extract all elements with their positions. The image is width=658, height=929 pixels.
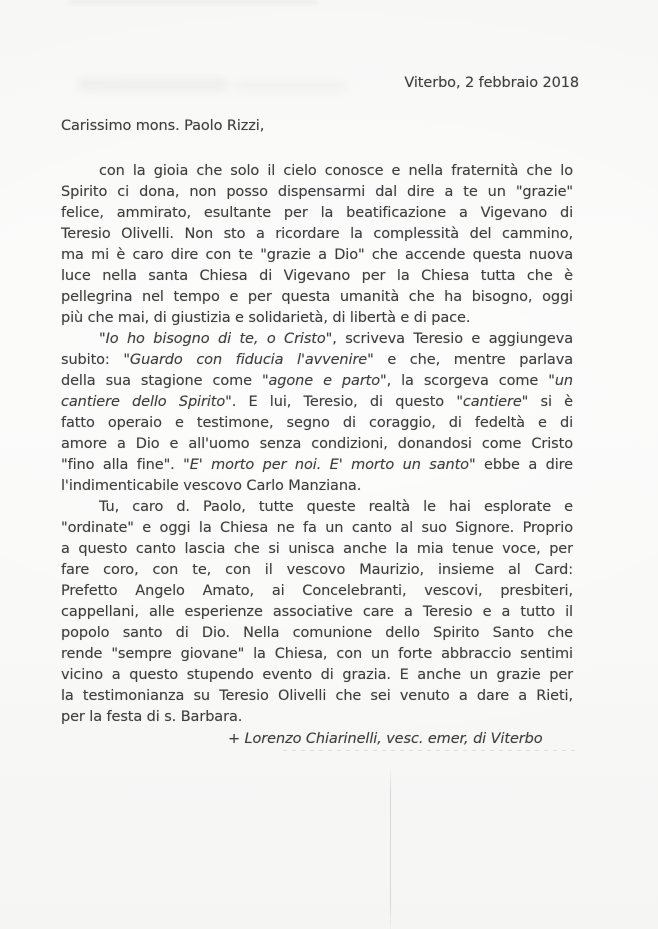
letter-text: fatto operaio e testimone, segno di coraggio, di fedeltà e di — [61, 415, 573, 431]
letter-text: popolo santo di Dio. Nella comunione dello Spirito Santo che — [61, 625, 573, 641]
letter-text: a questo canto lascia che si unisca anche la mia tenue voce, per — [61, 541, 573, 557]
letter-text: Spirito ci dona, non posso dispensarmi dal dire a te un "grazie" — [61, 184, 573, 200]
letter-line — [61, 602, 573, 623]
letter-line — [61, 266, 573, 287]
letter-text: "fino alla fine". — [61, 457, 184, 473]
letter-text: felice, ammirato, esultante per la beatificazione a Vigevano di — [61, 205, 573, 221]
letter-text: della sua stagione come — [61, 373, 262, 389]
letter-line — [61, 224, 573, 245]
letter-text-italic: "Guardo con fiducia l'avvenire" — [123, 352, 374, 368]
letter-line — [61, 434, 573, 455]
letter-text: Prefetto Angelo Amato, ai Concelebranti, vescovi, presbiteri, — [61, 583, 573, 599]
letter-text: rende "sempre giovane" la Chiesa, con un forte abbraccio sentimi — [61, 646, 573, 662]
letter-text: per la festa di s. Barbara. — [61, 709, 243, 725]
letter-line — [61, 539, 573, 560]
letter-text: ebbe a dire — [475, 457, 573, 473]
letter-text: , scriveva Teresio e aggiungeva — [332, 331, 573, 347]
letter-date: Viterbo, 2 febbraio 2018 — [404, 75, 579, 91]
letter-line — [61, 203, 573, 224]
letter-line — [61, 455, 573, 476]
letter-line — [61, 707, 573, 728]
letter-line — [61, 287, 573, 308]
letter-line — [61, 308, 573, 329]
letter-text: si è — [528, 394, 573, 410]
letter-text: e che, mentre parlava — [373, 352, 573, 368]
letter-line — [61, 686, 573, 707]
letter-text: luce nella santa Chiesa di Vigevano per la Chiesa tutta che è — [61, 268, 573, 284]
letter-text-italic: "agone e parto" — [261, 373, 387, 389]
letter-line — [61, 623, 573, 644]
letter-line — [61, 392, 573, 413]
letter-text: subito: — [61, 352, 124, 368]
letter-text: cappellani, alle esperienze associative care a Teresio e a tutto il — [61, 604, 573, 620]
scan-fold-line — [390, 768, 391, 929]
letter-line — [61, 644, 573, 665]
letter-text-italic: "un — [548, 373, 573, 389]
letter-text-italic: "cantiere" — [456, 394, 529, 410]
letter-line — [61, 560, 573, 581]
letter-text: l'indimenticabile vescovo Carlo Manziana. — [61, 478, 362, 494]
letter-line — [61, 245, 573, 266]
letter-text: "ordinate" e oggi la Chiesa ne fa un canto al suo Signore. Proprio — [61, 520, 573, 536]
letter-line — [61, 413, 573, 434]
letter-body — [61, 161, 573, 728]
letter-line — [61, 350, 573, 371]
letter-line — [61, 182, 573, 203]
letter-text: . E lui, Teresio, di questo — [231, 394, 457, 410]
letter-text: più che mai, di giustizia e solidarietà, di libertà e di pace. — [61, 310, 471, 326]
letter-text: , la scorgeva come — [386, 373, 549, 389]
letter-line — [61, 161, 573, 182]
letter-text: amore a Dio e all'uomo senza condizioni, donandosi come Cristo — [61, 436, 573, 452]
letter-line — [61, 476, 573, 497]
letter-text: Tu, caro d. Paolo, tutte queste realtà le hai esplorate e — [99, 499, 573, 515]
letter-line — [61, 581, 573, 602]
letter-text: vicino a questo stupendo evento di grazia. E anche un grazie per — [61, 667, 573, 683]
letter-text: Teresio Olivelli. Non sto a ricordare la complessità del cammino, — [61, 226, 573, 242]
letter-text: la testimonianza su Teresio Olivelli che sei venuto a dare a Rieti, — [61, 688, 573, 704]
letter-text: fare coro, con te, con il vescovo Maurizio, insieme al Card: — [61, 562, 573, 578]
letter-text-italic: cantiere dello Spirito" — [61, 394, 232, 410]
letter-line — [61, 518, 573, 539]
letter-content — [61, 0, 579, 750]
letter-text: con la gioia che solo il cielo conosce e nella fraternità che lo — [99, 163, 573, 179]
letter-signature: + Lorenzo Chiarinelli, vesc. emer, di Viterbo — [228, 731, 543, 747]
scan-streak-artifact — [283, 750, 575, 751]
letter-text: pellegrina nel tempo e per questa umanità che ha bisogno, oggi — [61, 289, 573, 305]
letter-line — [61, 665, 573, 686]
letter-line — [61, 497, 573, 518]
letter-text-italic: "Io ho bisogno di te, o Cristo" — [99, 331, 333, 347]
letter-text: ma mi è caro dire con te "grazie a Dio" che accende questa nuova — [61, 247, 573, 263]
letter-line — [61, 371, 573, 392]
letter-line — [61, 329, 573, 350]
letter-text-italic: "E' morto per noi. E' morto un santo" — [183, 457, 476, 473]
letter-salutation: Carissimo mons. Paolo Rizzi, — [61, 118, 265, 134]
